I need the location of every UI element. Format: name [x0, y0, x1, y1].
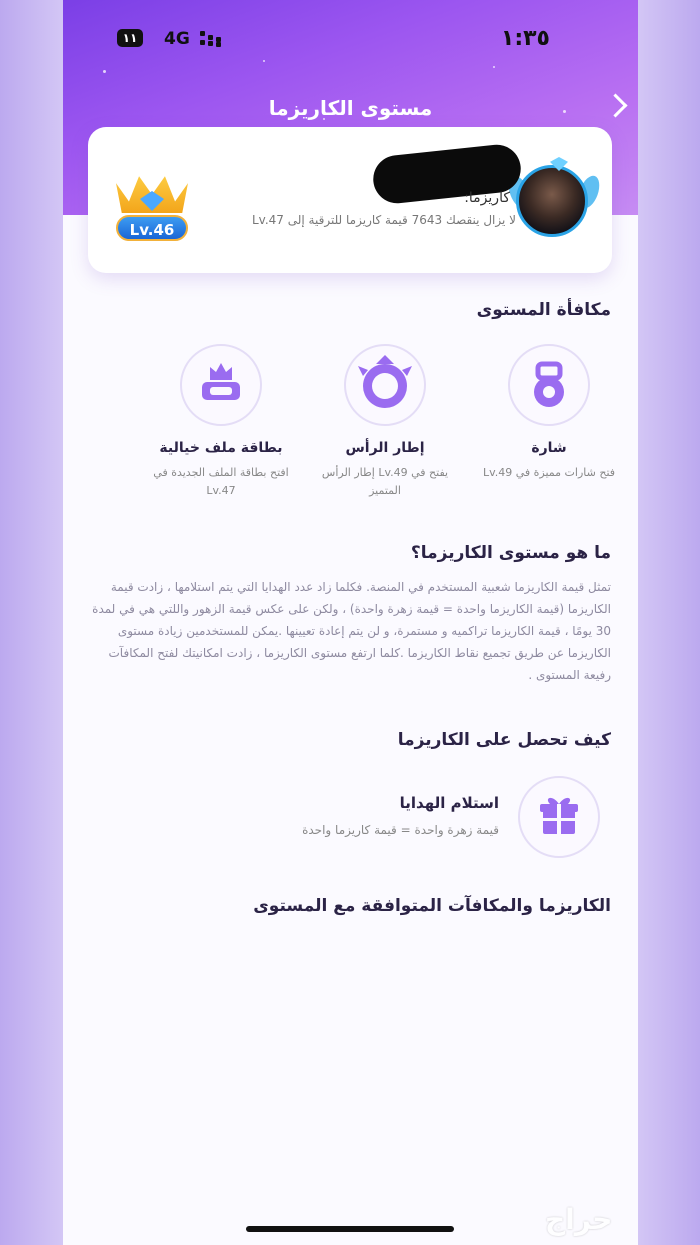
status-bar — [63, 26, 638, 56]
reward-desc: يفتح في Lv.49 إطار الرأس المتميز — [321, 466, 449, 497]
level-badge: Lv.46 — [116, 215, 188, 241]
reward-title: شارة — [531, 440, 567, 456]
profile-card — [88, 127, 612, 273]
reward-head-frame[interactable] — [310, 344, 460, 500]
reward-profile-card[interactable] — [146, 344, 296, 500]
profile-card-icon — [180, 344, 262, 426]
head-frame-icon — [344, 344, 426, 426]
page-title: مستوى الكاريزما — [268, 96, 433, 120]
home-indicator[interactable] — [246, 1226, 454, 1232]
watermark-logo: حراج — [545, 1203, 613, 1236]
clock: ١:٣٥ — [500, 26, 550, 51]
charisma-label: كاريزما: — [464, 190, 510, 206]
reward-desc: فتح شارات مميزة في Lv.49 — [482, 466, 616, 479]
upgrade-note: لا يزال ينقصك 7643 قيمة كاريزما للترقية إلى Lv.47 — [251, 213, 516, 227]
network-type: 4G — [164, 29, 190, 49]
phone-screen — [63, 0, 638, 1245]
reward-badge[interactable] — [474, 344, 624, 482]
levels-section-title: الكاريزما والمكافآت المتوافقة مع المستوى — [253, 896, 611, 916]
battery-indicator: ١١ — [117, 29, 143, 47]
about-description: تمثل قيمة الكاريزما شعبية المستخدم في المنصة. فكلما زاد عدد الهدايا التي يتم استلامها ، زادت قيمة الكاريزما (قيمة الكاريزما واحدة = قيمة زهرة واحدة) ، ولكن على عكس قيمة الزهور واللتي هي في لمدة 30 يومًا ، قيمة الكاريزما تراكميه و مستمرة، و لن يتم إعادة تعيينها .يمكن للمستخدمين زيادة مستوى الكاريزما عن طريق تجميع نقاط الكاريزما .كلما ارتفع مستوى الكاريزما ، زادت امكانيتك لفتح المكافآت رفيعة المستوى . — [92, 580, 611, 682]
rewards-section-title: مكافأة المستوى — [476, 300, 611, 320]
how-section-title: كيف تحصل على الكاريزما — [397, 730, 611, 750]
about-section-title: ما هو مستوى الكاريزما؟ — [410, 543, 611, 563]
reward-title: إطار الرأس — [345, 440, 425, 456]
avatar[interactable] — [516, 165, 588, 237]
gift-icon — [518, 776, 600, 858]
reward-title: بطاقة ملف خيالية — [159, 440, 283, 456]
gift-method-desc: قيمة زهرة واحدة = قيمة كاريزما واحدة — [302, 823, 499, 837]
signal-icon — [198, 31, 230, 47]
gift-method-title: استلام الهدايا — [399, 794, 499, 812]
crown-icon — [112, 161, 192, 243]
reward-desc: افتح بطاقة الملف الجديدة في Lv.47 — [153, 466, 289, 497]
badge-icon — [508, 344, 590, 426]
